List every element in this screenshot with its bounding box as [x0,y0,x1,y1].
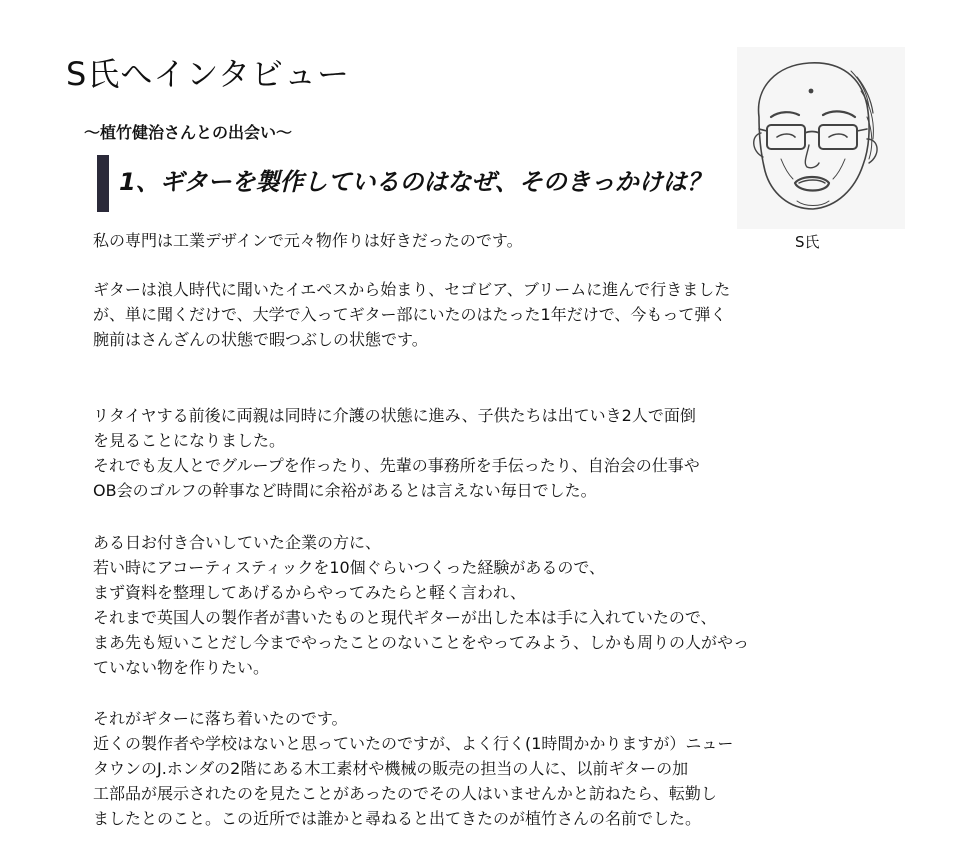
paragraph-line: 腕前はさんざんの状態で暇つぶしの状態です。 [93,330,428,349]
page-title: S氏へインタビュー [66,55,351,93]
paragraph-line: ましたとのこと。この近所では誰かと尋ねると出てきたのが植竹さんの名前でした。 [93,809,702,828]
paragraph-line: が、単に聞くだけで、大学で入ってギター部にいたのはたった1年だけで、今もって弾く [93,305,727,324]
paragraph-line: 工部品が展示されたのを見たことがあったのでその人はいませんかと訪ねたら、転勤し [93,784,717,803]
paragraph-retirement [93,403,700,503]
page-subtitle: ～植竹健治さんとの出会い～ [84,123,293,142]
paragraph-encounter [93,530,749,680]
paragraph-guitar-history [93,277,730,352]
paragraph-line: 近くの製作者や学校はないと思っていたのですが、よく行く(1時間かかりますが）ニュー [93,734,734,753]
section-heading: 1、ギターを製作しているのはなぜ、そのきっかけは？ [119,168,711,196]
paragraph-line: 若い時にアコーティスティックを10個ぐらいつくった経験があるので、 [93,558,606,577]
paragraph-line: ある日お付き合いしていた企業の方に、 [93,533,382,552]
paragraph-line: OB会のゴルフの幹事など時間に余裕があるとは言えない毎日でした。 [93,481,597,500]
paragraph-line: まあ先も短いことだし今までやったことのないことをやってみよう、しかも周りの人がやっ [93,633,750,652]
paragraph-line: 私の専門は工業デザインで元々物作りは好きだったのです。 [93,231,523,250]
paragraph-meeting-uetake [93,706,733,831]
paragraph-line: それでも友人とでグループを作ったり、先輩の事務所を手伝ったり、自治会の仕事や [93,456,700,475]
paragraph-line: それまで英国人の製作者が書いたものと現代ギターが出した本は手に入れていたので、 [93,608,717,627]
paragraph-line: ギターは浪人時代に聞いたイエペスから始まり、セゴビア、ブリームに進んで行きました [93,280,731,299]
section-marker-bar [97,155,109,212]
paragraph-line: まず資料を整理してあげるからやってみたらと軽く言われ、 [93,583,526,602]
portrait-caption: S氏 [795,233,820,251]
paragraph-line: ていない物を作りたい。 [93,658,270,677]
paragraph-line: それがギターに落ち着いたのです。 [93,709,348,728]
paragraph-line: リタイヤする前後に両親は同時に介護の状態に進み、子供たちは出ていき2人で面倒 [93,406,696,425]
portrait-sketch-icon [737,47,905,229]
paragraph-line: を見ることになりました。 [93,431,286,450]
paragraph-intro [93,228,523,253]
paragraph-line: タウンのJ.ホンダの2階にある木工素材や機械の販売の担当の人に、以前ギターの加 [93,759,689,778]
